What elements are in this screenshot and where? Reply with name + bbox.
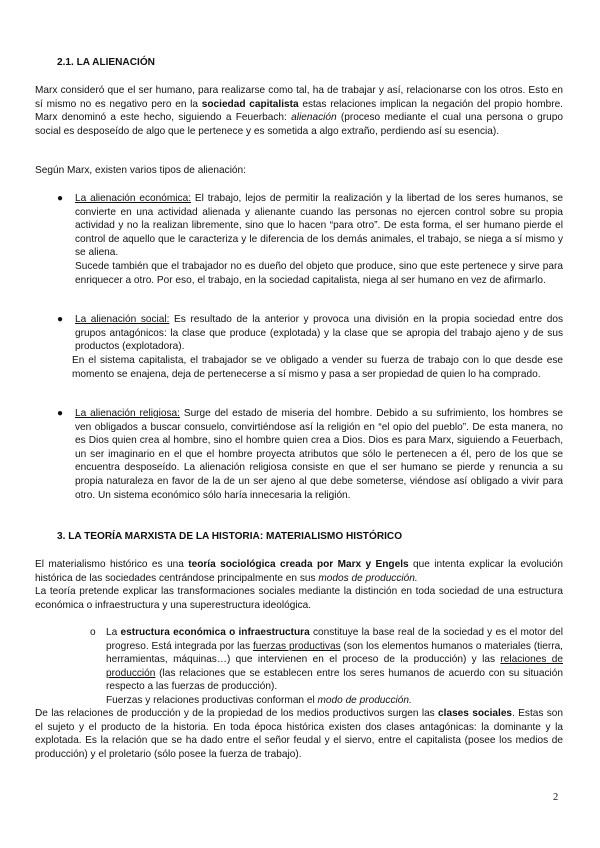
bullet-icon: ●	[57, 193, 64, 204]
page-number: 2	[553, 792, 559, 803]
list-item-economic-continuation: Sucede también que el trabajador no es dueño del objeto que produce, sino que este pertenece y sirve para enriquecer a otro. Por eso, el trabajo, en la sociedad capitalista, niega al ser humano en vez de afirmarlo.	[75, 261, 563, 286]
materialism-text-2: que intenta explicar la evolución histórica de las sociedades centrándose principalmente en sus	[35, 559, 564, 584]
classes-text-2: . Estas son el sujeto y el producto de la historia. En toda época histórica existen dos clases antagónicas: la dominante y la explotada. Es la relación que se ha dado entre el señor feudal y el siervo, entre el capitalista (posee los medios de producción) y el proletario (sólo posee la fuerza de trabajo).	[35, 708, 563, 760]
circle-bullet-icon: o	[90, 627, 96, 638]
intro-bold-capitalist: sociedad capitalista	[201, 98, 299, 110]
types-intro: Según Marx, existen varios tipos de alienación:	[35, 165, 246, 176]
social-text-1: Es resultado de la anterior y provoca una división en la propia sociedad entre dos grupos antagónicos: la clase que produce (explotada) y la clase que se apropia del trabajo ajeno y de sus productos (explotadora).	[75, 314, 563, 353]
list-item-social	[75, 313, 563, 354]
structure-item	[106, 626, 563, 694]
structure-underline-relations: relaciones de producción	[106, 654, 563, 679]
bullet-icon: ●	[57, 314, 64, 325]
structure-bold: estructura económica o infraestructura	[120, 627, 310, 638]
religious-label: La alienación religiosa:	[75, 408, 180, 419]
intro-text-3: (proceso mediante el cual una persona o grupo social es desposeído de algo que le pertenece y es sometida a algo extraño, perdiendo así su esencia).	[35, 112, 563, 137]
materialism-italic: modos de producción.	[318, 572, 418, 584]
list-item-social-continuation: En el sistema capitalista, el trabajador se ve obligado a vender su fuerza de trabajo con lo que desde ese momento se enajena, deja de pertenecerse a sí mismo y pasa a ser propiedad de quien lo ha comprado.	[72, 355, 563, 380]
intro-text-2: estas relaciones implican la negación del propio hombre. Marx denominó a este hecho, siguiendo a Feuerbach:	[35, 98, 563, 124]
list-item-economic	[75, 192, 563, 260]
religious-text-1: Surge del estado de miseria del hombre. Debido a su sufrimiento, los hombres se ven obligados a buscar consuelo, convirtiéndose así la religión en “el opio del pueblo”. De esta manera, no es Dios quien crea al hombre, sino el hombre quien crea a Dios. Dios es para Marx, siguiendo a Feuerbach, un ser imaginario en el que el hombre proyecta atributos que sólo le pertenecen a él, pero de los que se encuentra desposeído. La alienación religiosa consiste en que el ser humano se pierde y renuncia a su propia naturaleza en favor de la de un ser ajeno al que debe someterse, viéndose así obligado a vivir para otro. Un sistema económico sólo haría innecesaria la religión.	[75, 408, 563, 501]
theory-paragraph: La teoría pretende explicar las transformaciones sociales mediante la distinción en toda sociedad de una estructura económica o infraestructura y una superestructura ideológica.	[35, 586, 563, 611]
structure-italic: modo de producción.	[317, 695, 412, 706]
classes-text-1: De las relaciones de producción y de la propiedad de los medios productivos surgen las	[35, 708, 439, 719]
classes-paragraph	[35, 707, 563, 761]
structure-text-3: (son los elementos humanos o materiales (tierra, herramientas, máquinas…) que intervienen en el proceso de la producción) y las	[106, 640, 563, 666]
structure-text-4: (las relaciones que se establecen entre los seres humanos de acuerdo con su situación respecto a las fuerzas de producción).	[106, 667, 563, 693]
section-heading-materialism: 3. LA TEORÍA MARXISTA DE LA HISTORIA: MATERIALISMO HISTÓRICO	[57, 531, 403, 542]
structure-text-1: La	[106, 627, 121, 638]
list-item-religious	[75, 407, 563, 502]
materialism-text-1: El materialismo histórico es una	[35, 559, 189, 570]
structure-mode-line	[106, 694, 563, 708]
economic-label: La alienación económica:	[75, 193, 192, 204]
bullet-icon: ●	[57, 408, 64, 419]
materialism-paragraph	[35, 558, 563, 585]
social-label: La alienación social:	[75, 314, 170, 325]
structure-text-5: Fuerzas y relaciones productivas conforman el	[106, 695, 318, 706]
structure-underline-forces: fuerzas productivas	[252, 640, 341, 652]
intro-paragraph	[35, 84, 563, 138]
structure-text-2: constituye la base real de la sociedad y es el motor del progreso. Está integrada por las	[106, 627, 563, 652]
intro-italic-alienation: alienación	[291, 112, 337, 124]
section-heading-alienation: 2.1. LA ALIENACIÓN	[57, 57, 155, 68]
classes-bold: clases sociales	[438, 708, 513, 719]
economic-text-1: El trabajo, lejos de permitir la realización y la libertad de los seres humanos, se convierte en una actividad alienada y alienante cuando las personas no ejercen control sobre su propia actividad y no la realizan libremente, sino que lo hacen “para otro”. De esta forma, el ser humano pierde el control de aquello que le caracteriza y le diferencia de los demás animales, el trabajo, se niega a sí mismo y se aliena.	[75, 193, 563, 259]
materialism-bold: teoría sociológica creada por Marx y Engels	[188, 559, 409, 570]
intro-text-1: Marx consideró que el ser humano, para realizarse como tal, ha de trabajar y así, relacionarse con los otros. Esto en sí mismo no es negativo pero en la	[35, 85, 563, 110]
